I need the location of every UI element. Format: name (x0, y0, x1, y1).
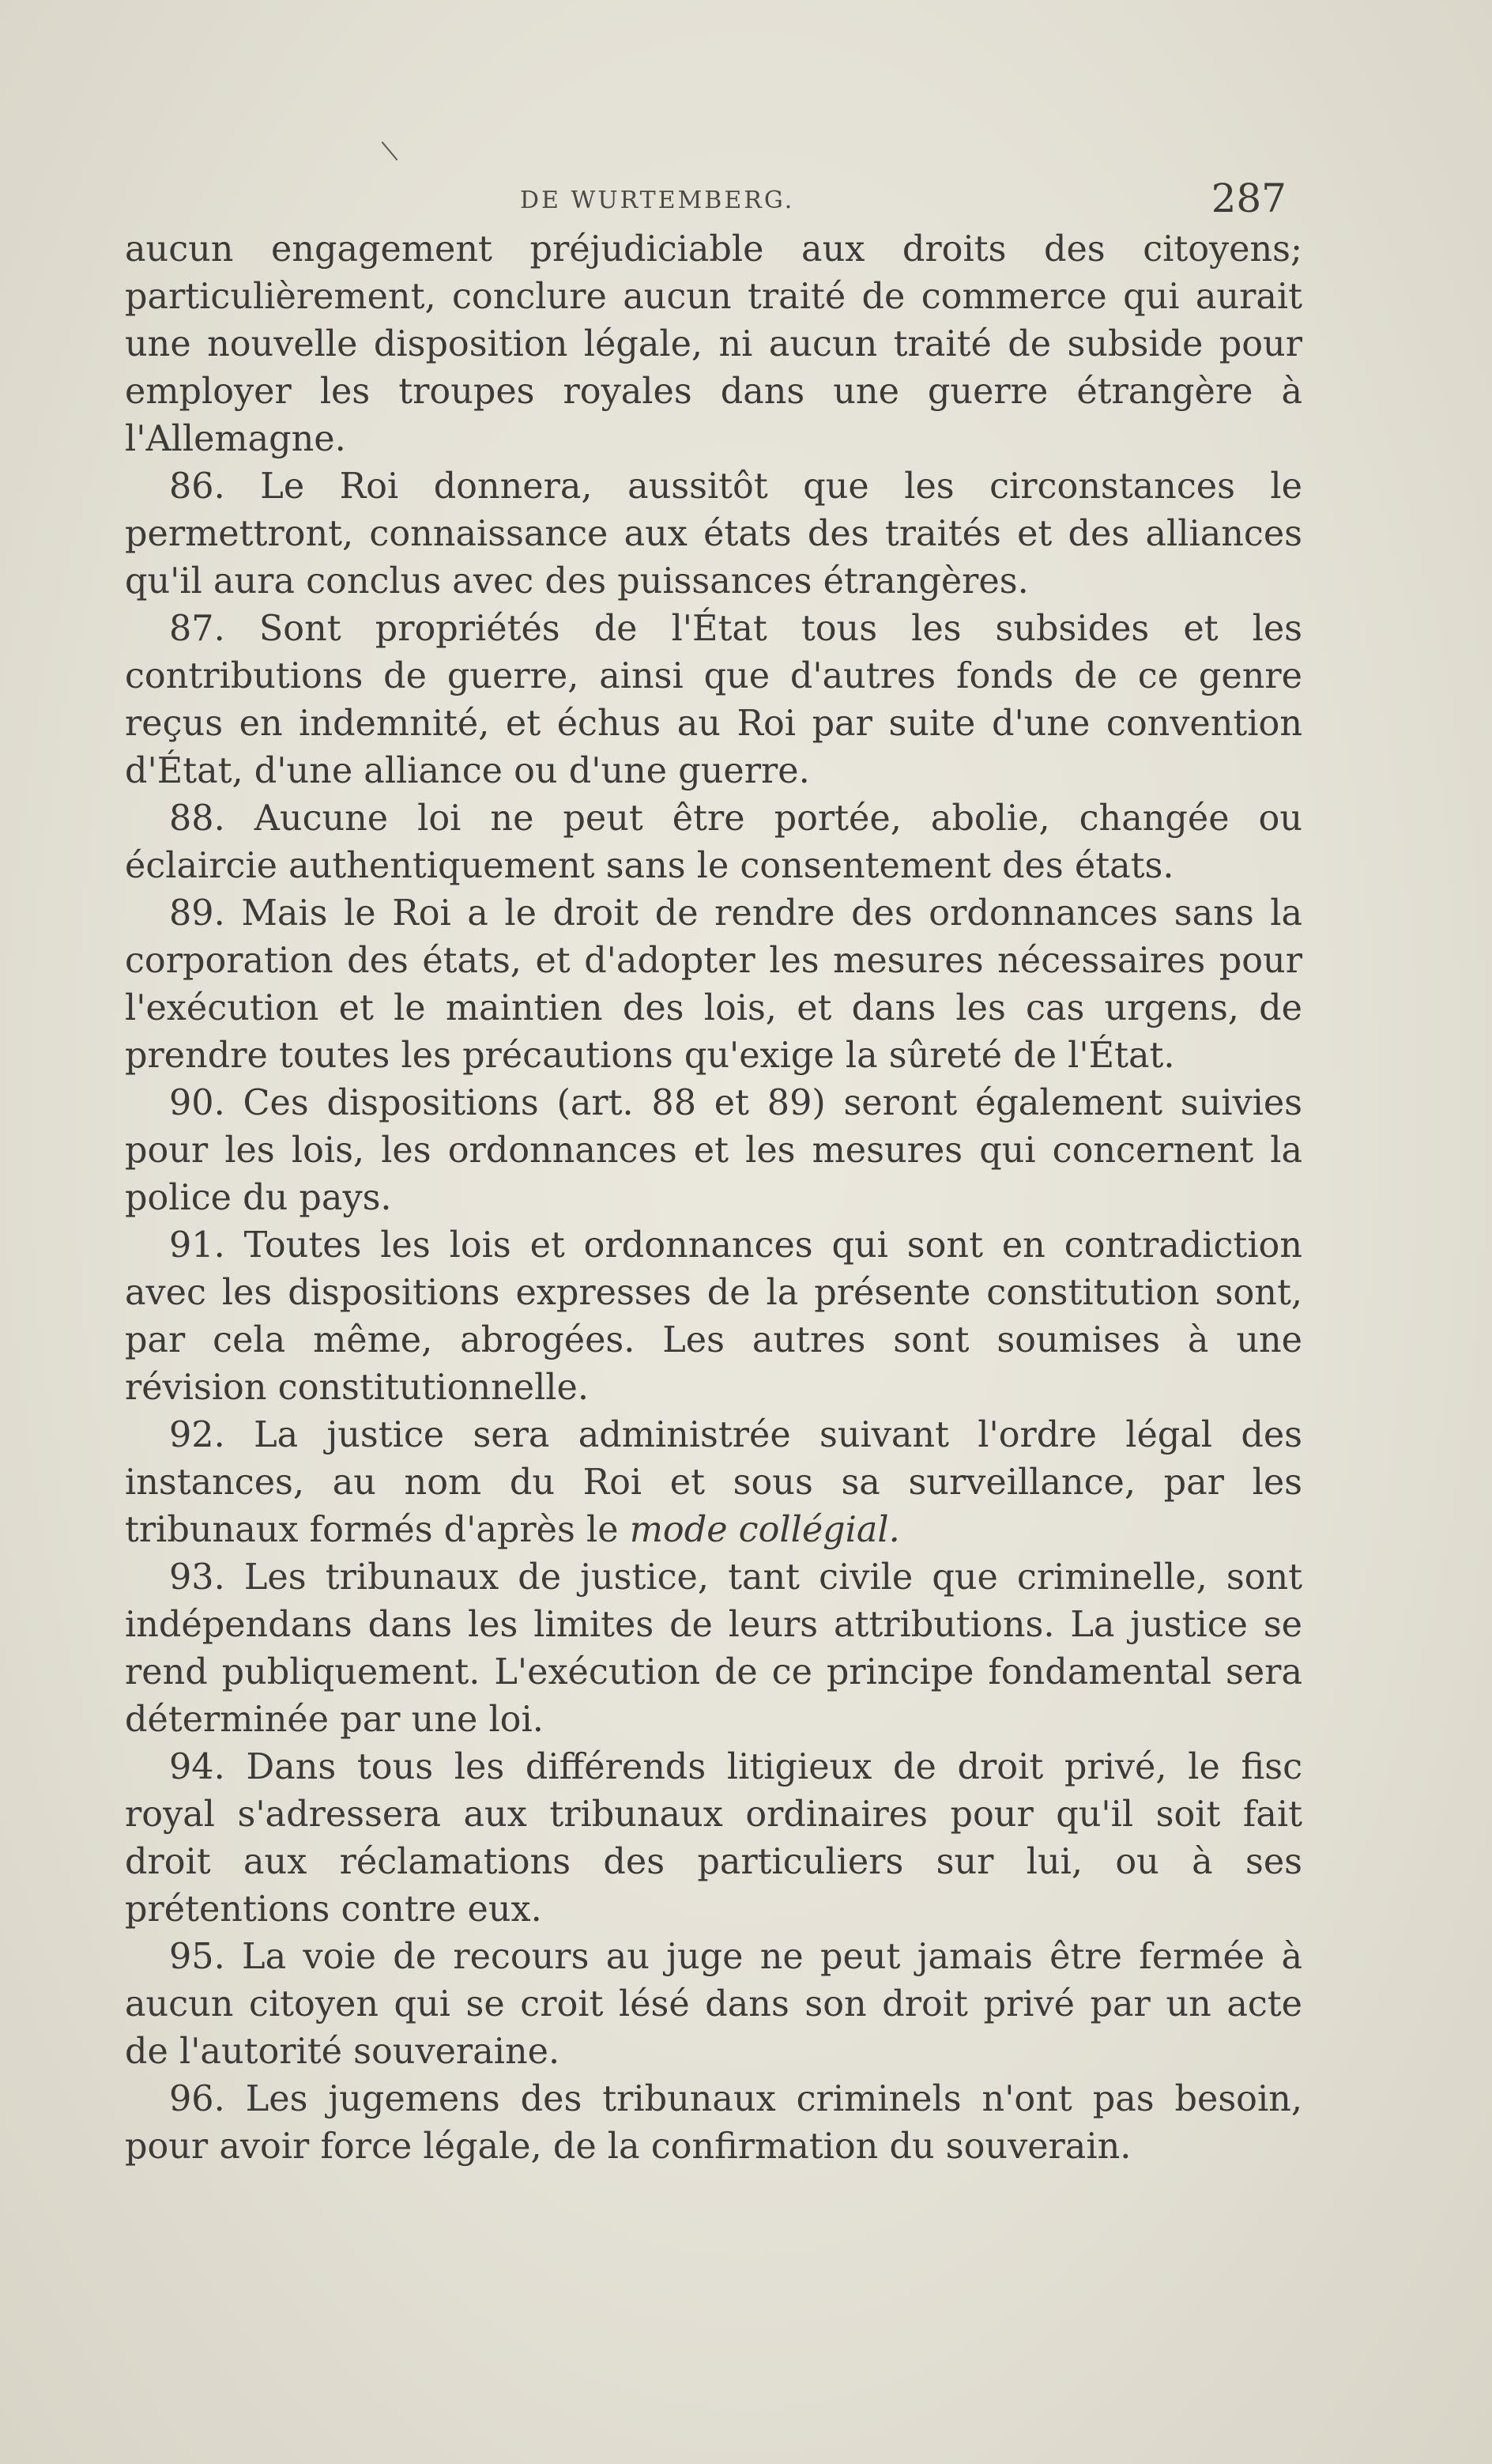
article-96: 96. Les jugemens des tribunaux criminels n'ont pas besoin, pour avoir force légale, de la confirmation du souverain. (125, 2079, 1302, 2167)
article-92 (125, 1412, 1302, 1554)
article-93: 93. Les tribunaux de justice, tant civile que criminelle, sont indépendans dans les limites de leurs attributions. La justice se rend publiquement. L'exécution de ce principe fondamental sera déterminée par une loi. (125, 1557, 1302, 1740)
article-86: 86. Le Roi donnera, aussitôt que les circonstances le permettront, connaissance aux états des traités et des alliances qu'il aura conclus avec des puissances étrangères. (125, 466, 1302, 602)
article-94: 94. Dans tous les différends litigieux de droit privé, le fisc royal s'adressera aux tribunaux ordinaires pour qu'il soit fait droit aux réclamations des particuliers sur lui, ou à ses prétentions contre eux. (125, 1747, 1302, 1930)
article-89: 89. Mais le Roi a le droit de rendre des ordonnances sans la corporation des états, et d'adopter les mesures nécessaires pour l'exécution et le maintien des lois, et dans les cas urgens, de prendre toutes les précautions qu'exige la sûreté de l'État. (125, 893, 1302, 1076)
paragraph-continuation: aucun engagement préjudiciable aux droits des citoyens; particulièrement, conclure aucun traité de commerce qui aurait une nouvelle disposition légale, ni aucun traité de subside pour employer les troupes royales dans une guerre étrangère à l'Allemagne. (125, 229, 1302, 459)
article-91: 91. Toutes les lois et ordonnances qui sont en contradiction avec les dispositions expresses de la présente constitution sont, par cela même, abrogées. Les autres sont soumises à une révision constitutionnelle. (125, 1225, 1302, 1408)
page-number: 287 (1211, 175, 1287, 221)
running-head: DE WURTEMBERG. (520, 187, 795, 214)
page-text-block (125, 175, 1302, 2171)
article-90: 90. Ces dispositions (art. 88 et 89) seront également suivies pour les lois, les ordonnances et les mesures qui concernent la police du pays. (125, 1083, 1302, 1218)
ink-mark (382, 142, 398, 160)
article-92-text: 92. La justice sera administrée suivant l'ordre légal des instances, au nom du Roi et sous sa surveillance, par les tribunaux formés d'après le (125, 1415, 1302, 1550)
article-95: 95. La voie de recours au juge ne peut jamais être fermée à aucun citoyen qui se croit lésé dans son droit privé par un acte de l'autorité souveraine. (125, 1937, 1302, 2072)
article-87: 87. Sont propriétés de l'État tous les subsides et les contributions de guerre, ainsi que d'autres fonds de ce genre reçus en indemnité, et échus au Roi par suite d'une convention d'État, d'une alliance ou d'une guerre. (125, 609, 1302, 791)
page-header (125, 175, 1302, 221)
article-92-emphasis: mode collégial. (629, 1510, 900, 1550)
article-88: 88. Aucune loi ne peut être portée, abolie, changée ou éclaircie authentiquement sans le consentement des états. (125, 798, 1302, 886)
